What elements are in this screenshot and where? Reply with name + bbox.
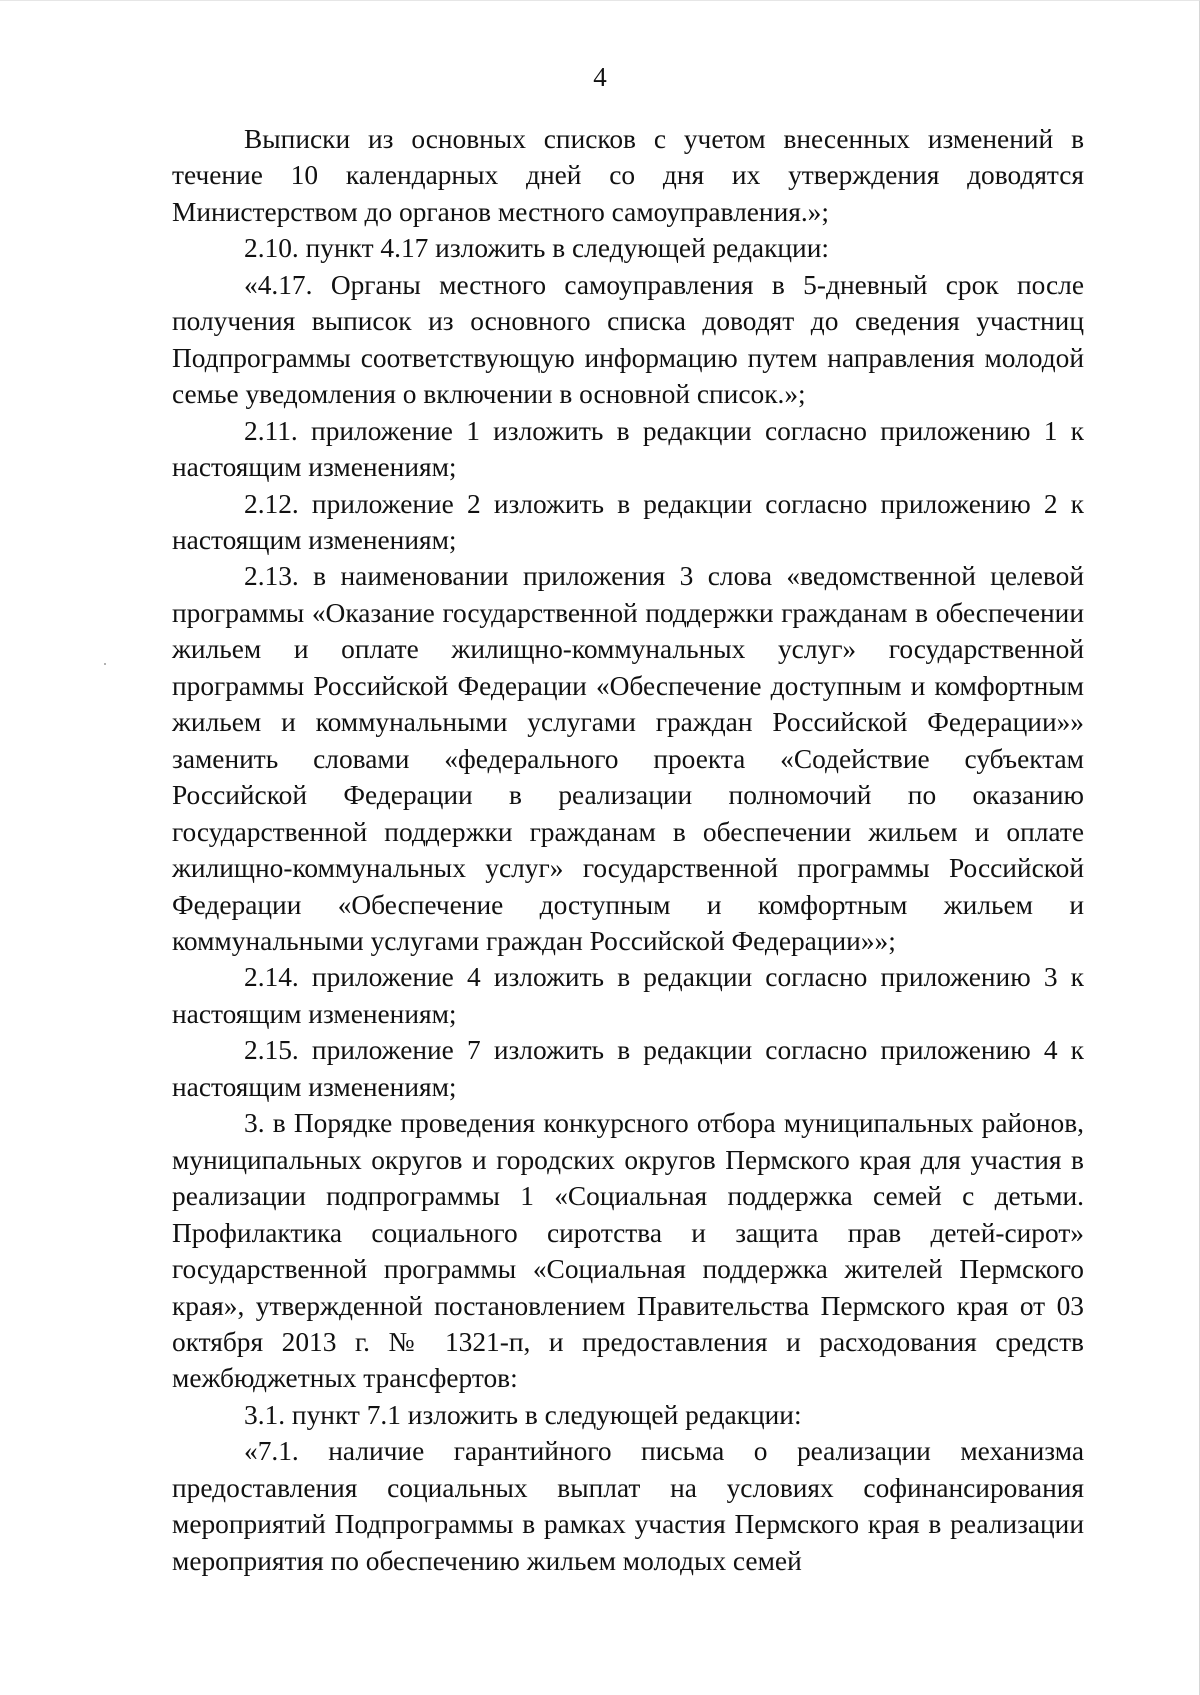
paragraph-2-14: 2.14. приложение 4 изложить в редакции согласно приложению 3 к настоящим изменениям; bbox=[172, 962, 1084, 1029]
paragraph-7-1-quote: «7.1. наличие гарантийного письма о реализации механизма предоставления социальных выплат на условиях софинансирования мероприятий Подпрограммы в рамках участия Пермского края в реализации мероприятия по обеспечению жильем молодых семей bbox=[172, 1436, 1084, 1576]
paragraph-3: 3. в Порядке проведения конкурсного отбора муниципальных районов, муниципальных округов и городских округов Пермского края для участия в реализации подпрограммы 1 «Социальная поддержка семей с детьми. Профилактика социального сиротства и защита прав детей-сирот» государственной программы «Социальная поддержка жителей Пермского края», утвержденной постановлением Правительства Пермского края от 03 октября 2013 г. № 1321-п, и предоставления и расходования средств межбюджетных трансфертов: bbox=[172, 1108, 1084, 1394]
paragraph-2-12: 2.12. приложение 2 изложить в редакции согласно приложению 2 к настоящим изменениям; bbox=[172, 488, 1084, 555]
scan-speck bbox=[104, 663, 106, 665]
paragraph-extracts-notice: Выписки из основных списков с учетом внесенных изменений в течение 10 календарных дней со дня их утверждения доводятся Министерством до органов местного самоуправления.»; bbox=[172, 124, 1084, 227]
paragraph-2-11: 2.11. приложение 1 изложить в редакции согласно приложению 1 к настоящим изменениям; bbox=[172, 415, 1084, 483]
paragraph-2-10: 2.10. пункт 4.17 изложить в следующей редакции: bbox=[244, 233, 829, 264]
paragraph-3-1: 3.1. пункт 7.1 изложить в следующей редакции: bbox=[244, 1399, 802, 1430]
document-body bbox=[172, 121, 1084, 1579]
paragraph-4-17-quote: «4.17. Органы местного самоуправления в 5-дневный срок после получения выписок из основного списка доводят до сведения участниц Подпрограммы соответствующую информацию путем направления молодой семье уведомления о включении в основной список.»; bbox=[172, 269, 1084, 410]
paragraph-2-15: 2.15. приложение 7 изложить в редакции согласно приложению 4 к настоящим изменениям; bbox=[172, 1035, 1084, 1102]
page-number: 4 bbox=[593, 62, 607, 92]
paragraph-2-13: 2.13. в наименовании приложения 3 слова «ведомственной целевой программы «Оказание государственной поддержки гражданам в обеспечении жильем и оплате жилищно-коммунальных услуг» государственной программы Российской Федерации «Обеспечение доступным и комфортным жильем и коммунальными услугами граждан Российской Федерации»» заменить словами «федерального проекта «Содействие субъектам Российской Федерации в реализации полномочий по оказанию государственной поддержки гражданам в обеспечении жильем и оплате жилищно-коммунальных услуг» государственной программы Российской Федерации «Обеспечение доступным и комфортным жильем и коммунальными услугами граждан Российской Федерации»»; bbox=[172, 561, 1084, 956]
